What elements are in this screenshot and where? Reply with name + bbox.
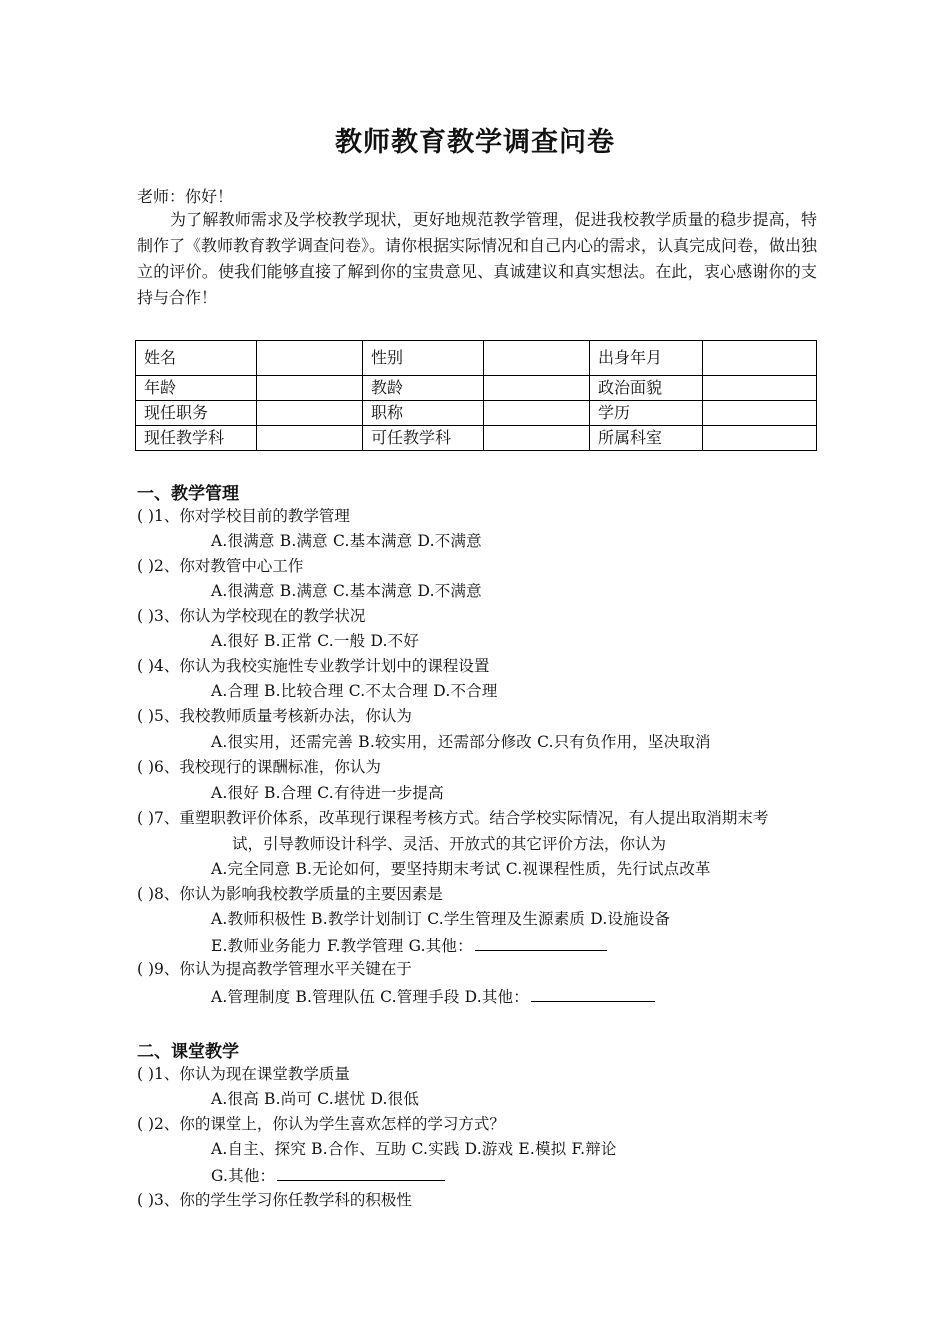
question-1-7-continued: 试，引导教师设计科学、灵活、开放式的其它评价方法，你认为 [232, 835, 667, 853]
options-1-5: A.很实用，还需完善 B.较实用，还需部分修改 C.只有负作用，坚决取消 [211, 733, 711, 751]
other-answer-blank[interactable] [277, 1164, 445, 1181]
options-1-8-row1: A.教师积极性 B.教学计划制订 C.学生管理及生源素质 D.设施设备 [211, 910, 671, 928]
options-1-8-row2 [211, 934, 607, 956]
label-cell-education: 学历 [590, 401, 703, 426]
table-row [136, 341, 817, 376]
options-1-3: A.很好 B.正常 C.一般 D.不好 [211, 632, 420, 650]
question-2-3[interactable]: ( )3、你的学生学习你任教学科的积极性 [137, 1191, 412, 1209]
options-1-6: A.很好 B.合理 C.有待进一步提高 [211, 784, 444, 802]
label-cell-position: 现任职务 [136, 401, 257, 426]
label-cell-department: 所属科室 [590, 426, 703, 451]
options-1-9-text: A.管理制度 B.管理队伍 C.管理手段 D.其他： [211, 988, 529, 1006]
options-2-1: A.很高 B.尚可 C.堪忧 D.很低 [211, 1090, 420, 1108]
other-answer-blank[interactable] [475, 934, 607, 951]
info-table [135, 340, 817, 451]
label-cell-age: 年龄 [136, 376, 257, 401]
question-1-8[interactable]: ( )8、你认为影响我校教学质量的主要因素是 [137, 885, 443, 903]
question-1-2[interactable]: ( )2、你对教管中心工作 [137, 557, 304, 575]
input-cell-political-status[interactable] [703, 376, 817, 401]
options-1-4: A.合理 B.比较合理 C.不太合理 D.不合理 [211, 682, 498, 700]
other-answer-blank[interactable] [531, 985, 655, 1002]
question-1-1[interactable]: ( )1、你对学校目前的教学管理 [137, 507, 350, 525]
options-2-2-row2-text: G.其他： [211, 1167, 276, 1185]
label-cell-title: 职称 [363, 401, 484, 426]
label-cell-possible-subject: 可任教学科 [363, 426, 484, 451]
options-1-1: A.很满意 B.满意 C.基本满意 D.不满意 [211, 532, 482, 550]
table-row [136, 376, 817, 401]
input-cell-possible-subject[interactable] [484, 426, 590, 451]
question-1-5[interactable]: ( )5、我校教师质量考核新办法，你认为 [137, 707, 412, 725]
question-2-2[interactable]: ( )2、你的课堂上，你认为学生喜欢怎样的学习方式？ [137, 1115, 505, 1133]
question-1-3[interactable]: ( )3、你认为学校现在的教学状况 [137, 607, 366, 625]
question-1-9[interactable]: ( )9、你认为提高教学管理水平关键在于 [137, 960, 412, 978]
input-cell-name[interactable] [257, 341, 363, 376]
options-2-2-row2 [211, 1164, 445, 1186]
section-heading-classroom-teaching: 二、课堂教学 [137, 1042, 239, 1062]
options-1-8-row2-text: E.教师业务能力 F.教学管理 G.其他： [211, 937, 473, 955]
options-2-2-row1: A.自主、探究 B.合作、互助 C.实践 D.游戏 E.模拟 F.辩论 [211, 1140, 617, 1158]
input-cell-gender[interactable] [484, 341, 590, 376]
table-row [136, 401, 817, 426]
greeting: 老师：你好！ [137, 187, 234, 206]
label-cell-name: 姓名 [136, 341, 257, 376]
input-cell-education[interactable] [703, 401, 817, 426]
label-cell-political-status: 政治面貌 [590, 376, 703, 401]
input-cell-birth[interactable] [703, 341, 817, 376]
input-cell-department[interactable] [703, 426, 817, 451]
label-cell-teaching-years: 教龄 [363, 376, 484, 401]
input-cell-position[interactable] [257, 401, 363, 426]
table-row [136, 426, 817, 451]
input-cell-title[interactable] [484, 401, 590, 426]
input-cell-age[interactable] [257, 376, 363, 401]
question-1-4[interactable]: ( )4、你认为我校实施性专业教学计划中的课程设置 [137, 657, 490, 675]
label-cell-gender: 性别 [363, 341, 484, 376]
question-1-6[interactable]: ( )6、我校现行的课酬标准，你认为 [137, 758, 381, 776]
question-2-1[interactable]: ( )1、你认为现在课堂教学质量 [137, 1065, 350, 1083]
label-cell-birth: 出身年月 [590, 341, 703, 376]
section-heading-teaching-management: 一、教学管理 [137, 484, 239, 504]
options-1-2: A.很满意 B.满意 C.基本满意 D.不满意 [211, 582, 482, 600]
page-title: 教师教育教学调查问卷 [335, 127, 615, 158]
intro-paragraph: 为了解教师需求及学校教学现状，更好地规范教学管理，促进我校教学质量的稳步提高，特制作了《教师教育教学调查问卷》。请你根据实际情况和自己内心的需求，认真完成问卷，做出独立的评价。使我们能够直接了解到你的宝贵意见、真诚建议和真实想法。在此，衷心感谢你的支持与合作！ [137, 210, 818, 307]
input-cell-teaching-years[interactable] [484, 376, 590, 401]
question-1-7[interactable]: ( )7、重塑职教评价体系，改革现行课程考核方式。结合学校实际情况，有人提出取消期末考 [137, 809, 769, 827]
options-1-7: A.完全同意 B.无论如何，要坚持期末考试 C.视课程性质，先行试点改革 [211, 860, 711, 878]
label-cell-current-subject: 现任教学科 [136, 426, 257, 451]
options-1-9 [211, 985, 655, 1007]
input-cell-current-subject[interactable] [257, 426, 363, 451]
